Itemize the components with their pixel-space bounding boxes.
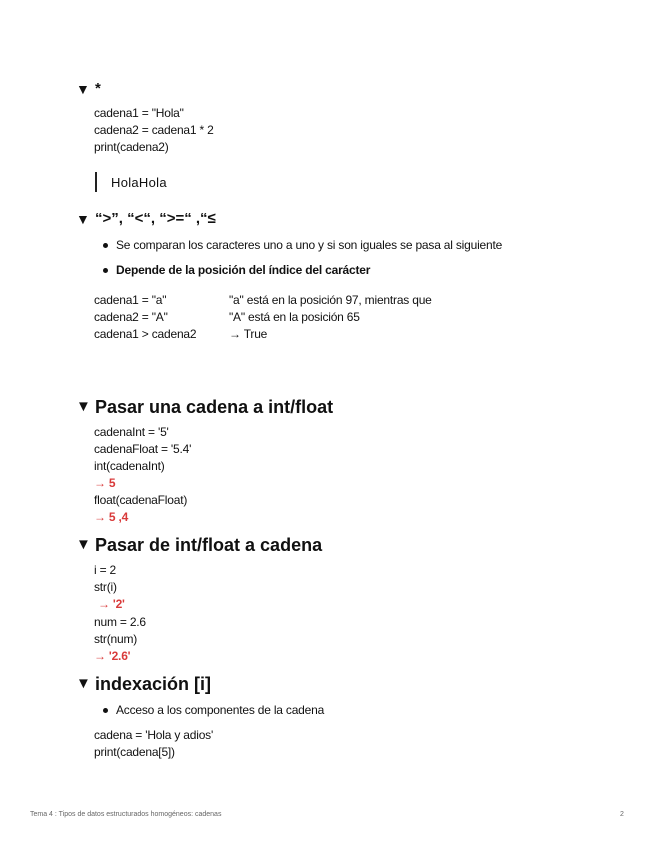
- result-line: → '2': [98, 597, 125, 611]
- result-line: → 5: [94, 476, 116, 490]
- toggle-icon[interactable]: ▼: [76, 81, 90, 97]
- table-code-cell: cadena2 = "A": [94, 310, 168, 324]
- blockquote-text: HolaHola: [111, 175, 167, 190]
- table-note-cell: "a" está en la posición 97, mientras que: [229, 293, 432, 307]
- section-heading: Pasar una cadena a int/float: [95, 397, 334, 417]
- code-line: str(i): [94, 580, 117, 594]
- page-number: 2: [620, 811, 624, 818]
- code-line: cadena = 'Hola y adios': [94, 728, 214, 742]
- code-line: cadena1 = "Hola": [94, 106, 184, 120]
- result-line: → '2.6': [94, 649, 131, 663]
- code-line: int(cadenaInt): [94, 459, 165, 473]
- table-code-cell: cadena1 > cadena2: [94, 327, 197, 341]
- code-line: float(cadenaFloat): [94, 493, 188, 507]
- code-line: cadena2 = cadena1 * 2: [94, 123, 214, 137]
- blockquote-bar: [95, 172, 97, 192]
- code-line: cadenaFloat = '5.4': [94, 442, 192, 456]
- section-heading: *: [95, 80, 101, 97]
- bullet-text: Se comparan los caracteres uno a uno y si son iguales se pasa al siguiente: [116, 238, 503, 252]
- code-line: num = 2.6: [94, 615, 146, 629]
- code-line: print(cadena[5]): [94, 745, 175, 759]
- table-code-cell: cadena1 = "a": [94, 293, 167, 307]
- code-line: print(cadena2): [94, 140, 169, 154]
- code-line: i = 2: [94, 563, 117, 577]
- code-line: cadenaInt = '5': [94, 425, 169, 439]
- bullet-text-bold: Depende de la posición del índice del carácter: [116, 263, 371, 277]
- table-note-cell: "A" está en la posición 65: [229, 310, 360, 324]
- section-heading: Pasar de int/float a cadena: [95, 535, 323, 555]
- footer-text: Tema 4 : Tipos de datos estructurados homogéneos: cadenas: [30, 811, 222, 818]
- section-heading: “>”, “<“, “>=“ ,“≤: [95, 210, 216, 227]
- bullet-dot: [103, 708, 108, 713]
- bullet-dot: [103, 268, 108, 273]
- table-note-cell: → True: [229, 327, 268, 341]
- toggle-icon[interactable]: ▼: [76, 211, 90, 227]
- toggle-icon[interactable]: ▼: [76, 675, 91, 692]
- bullet-dot: [103, 243, 108, 248]
- toggle-icon[interactable]: ▼: [76, 536, 91, 553]
- bullet-text: Acceso a los componentes de la cadena: [116, 703, 325, 717]
- result-line: → 5 ,4: [94, 510, 129, 524]
- toggle-icon[interactable]: ▼: [76, 398, 91, 415]
- code-line: str(num): [94, 632, 138, 646]
- section-heading: indexación [i]: [95, 674, 212, 694]
